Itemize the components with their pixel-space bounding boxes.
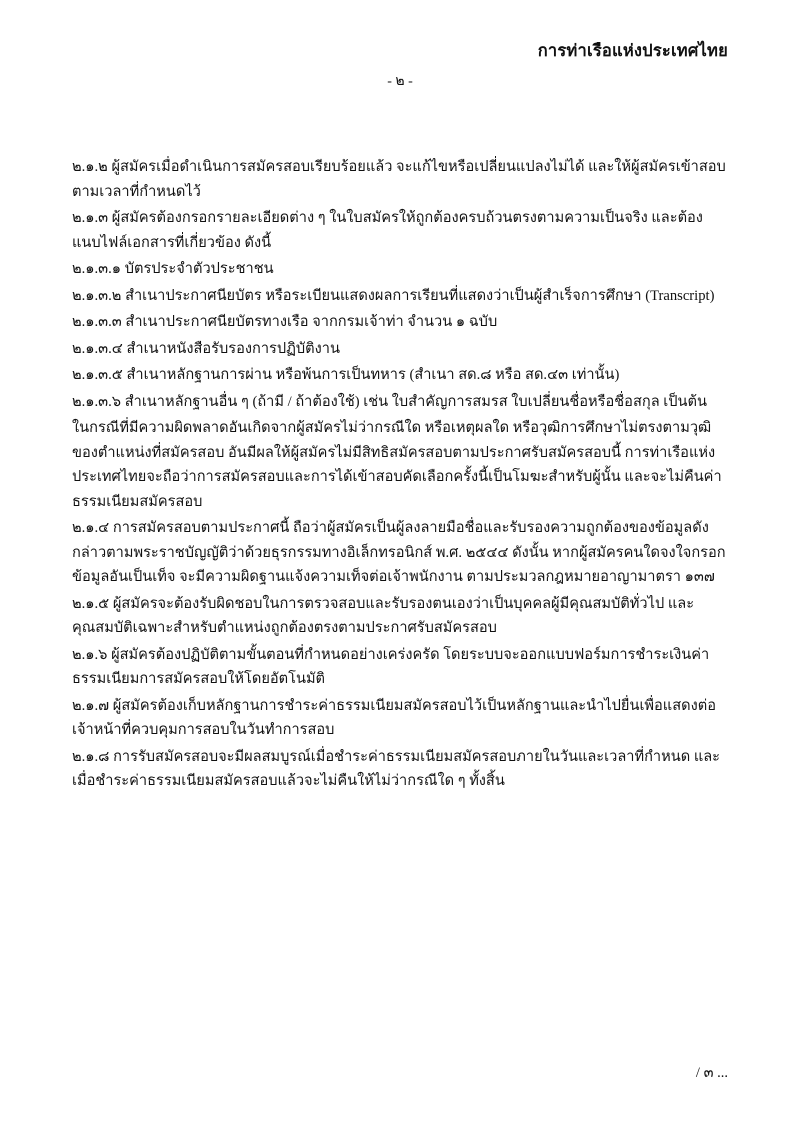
paragraph-clause-2-1-3-5: ๒.๑.๓.๕ สำเนาหลักฐานการผ่าน หรือพ้นการเป็นทหาร (สำเนา สด.๘ หรือ สด.๔๓ เท่านั้น) — [72, 367, 620, 384]
document-body — [72, 155, 728, 794]
paragraph-clause-2-1-4: ๒.๑.๔ การสมัครสอบตามประกาศนี้ ถือว่าผู้สมัครเป็นผู้ลงลายมือชื่อและรับรองความถูกต้องของข้อมูลดังกล่าวตามพระราชบัญญัติว่าด้วยธุรกรรมทางอิเล็กทรอนิกส์ พ.ศ. ๒๕๔๔ ดังนั้น หากผู้สมัครคนใดจงใจกรอกข้อมูลอันเป็นเท็จ จะมีความผิดฐานแจ้งความเท็จต่อเจ้าพนักงาน ตามประมวลกฎหมายอาญามาตรา ๑๓๗ — [72, 520, 726, 586]
paragraph-clause-2-1-3-4: ๒.๑.๓.๔ สำเนาหนังสือรับรองการปฏิบัติงาน — [72, 340, 340, 357]
paragraph-clause-2-1-2: ๒.๑.๒ ผู้สมัครเมื่อดำเนินการสมัครสอบเรียบร้อยแล้ว จะแก้ไขหรือเปลี่ยนแปลงไม่ได้ และให้ผู้สมัครเข้าสอบตามเวลาที่กำหนดไว้ — [72, 159, 726, 200]
paragraph-clause-2-1-3-6: ๒.๑.๓.๖ สำเนาหลักฐานอื่น ๆ (ถ้ามี / ถ้าต้องใช้) เช่น ใบสำคัญการสมรส ใบเปลี่ยนชื่อหรือชื่อสกุล เป็นต้น — [72, 393, 707, 410]
paragraph-clause-2-1-3-2: ๒.๑.๓.๒ สำเนาประกาศนียบัตร หรือระเบียนแสดงผลการเรียนที่แสดงว่าเป็นผู้สำเร็จการศึกษา (Transcript) — [72, 287, 715, 304]
document-header-organization: การท่าเรือแห่งประเทศไทย — [537, 41, 728, 60]
paragraph-error-note: ในกรณีที่มีความผิดพลาดอันเกิดจากผู้สมัครไม่ว่ากรณีใด หรือเหตุผลใด หรือวุฒิการศึกษาไม่ตรงตามวุฒิของตำแหน่งที่สมัครสอบ อันมีผลให้ผู้สมัครไม่มีสิทธิสมัครสอบตามประกาศรับสมัครสอบนี้ การท่าเรือแห่งประเทศไทยจะถือว่าการสมัครสอบและการได้เข้าสอบคัดเลือกครั้งนี้เป็นโมฆะสำหรับผู้นั้น และจะไม่คืนค่าธรรมเนียมสมัครสอบ — [72, 420, 722, 510]
paragraph-clause-2-1-3: ๒.๑.๓ ผู้สมัครต้องกรอกรายละเอียดต่าง ๆ ในใบสมัครให้ถูกต้องครบถ้วนตรงตามความเป็นจริง และต้องแนบไฟล์เอกสารที่เกี่ยวข้อง ดังนี้ — [72, 210, 703, 251]
paragraph-clause-2-1-3-1: ๒.๑.๓.๑ บัตรประจำตัวประชาชน — [72, 261, 274, 278]
paragraph-clause-2-1-5: ๒.๑.๕ ผู้สมัครจะต้องรับผิดชอบในการตรวจสอบและรับรองตนเองว่าเป็นบุคคลผู้มีคุณสมบัติทั่วไป และคุณสมบัติเฉพาะสำหรับตำแหน่งถูกต้องตรงตามประกาศรับสมัครสอบ — [72, 595, 695, 637]
paragraph-clause-2-1-6: ๒.๑.๖ ผู้สมัครต้องปฏิบัติตามขั้นตอนที่กำหนดอย่างเคร่งครัด โดยระบบจะออกแบบฟอร์มการชำระเงินค่าธรรมเนียมการสมัครสอบให้โดยอัตโนมัติ — [72, 646, 710, 688]
paragraph-clause-2-1-8: ๒.๑.๘ การรับสมัครสอบจะมีผลสมบูรณ์เมื่อชำระค่าธรรมเนียมสมัครสอบภายในวันและเวลาที่กำหนด และเมื่อชำระค่าธรรมเนียมสมัครสอบแล้วจะไม่คืนให้ไม่ว่ากรณีใด ๆ ทั้งสิ้น — [72, 748, 721, 790]
paragraph-clause-2-1-7: ๒.๑.๗ ผู้สมัครต้องเก็บหลักฐานการชำระค่าธรรมเนียมสมัครสอบไว้เป็นหลักฐานและนำไปยื่นเพื่อแสดงต่อเจ้าหน้าที่ควบคุมการสอบในวันทำการสอบ — [72, 697, 716, 739]
footer-next-page-indicator: / ๓ ... — [695, 1065, 728, 1081]
paragraph-clause-2-1-3-3: ๒.๑.๓.๓ สำเนาประกาศนียบัตรทางเรือ จากกรมเจ้าท่า จำนวน ๑ ฉบับ — [72, 314, 498, 331]
page-number-top: - ๒ - — [387, 74, 413, 89]
